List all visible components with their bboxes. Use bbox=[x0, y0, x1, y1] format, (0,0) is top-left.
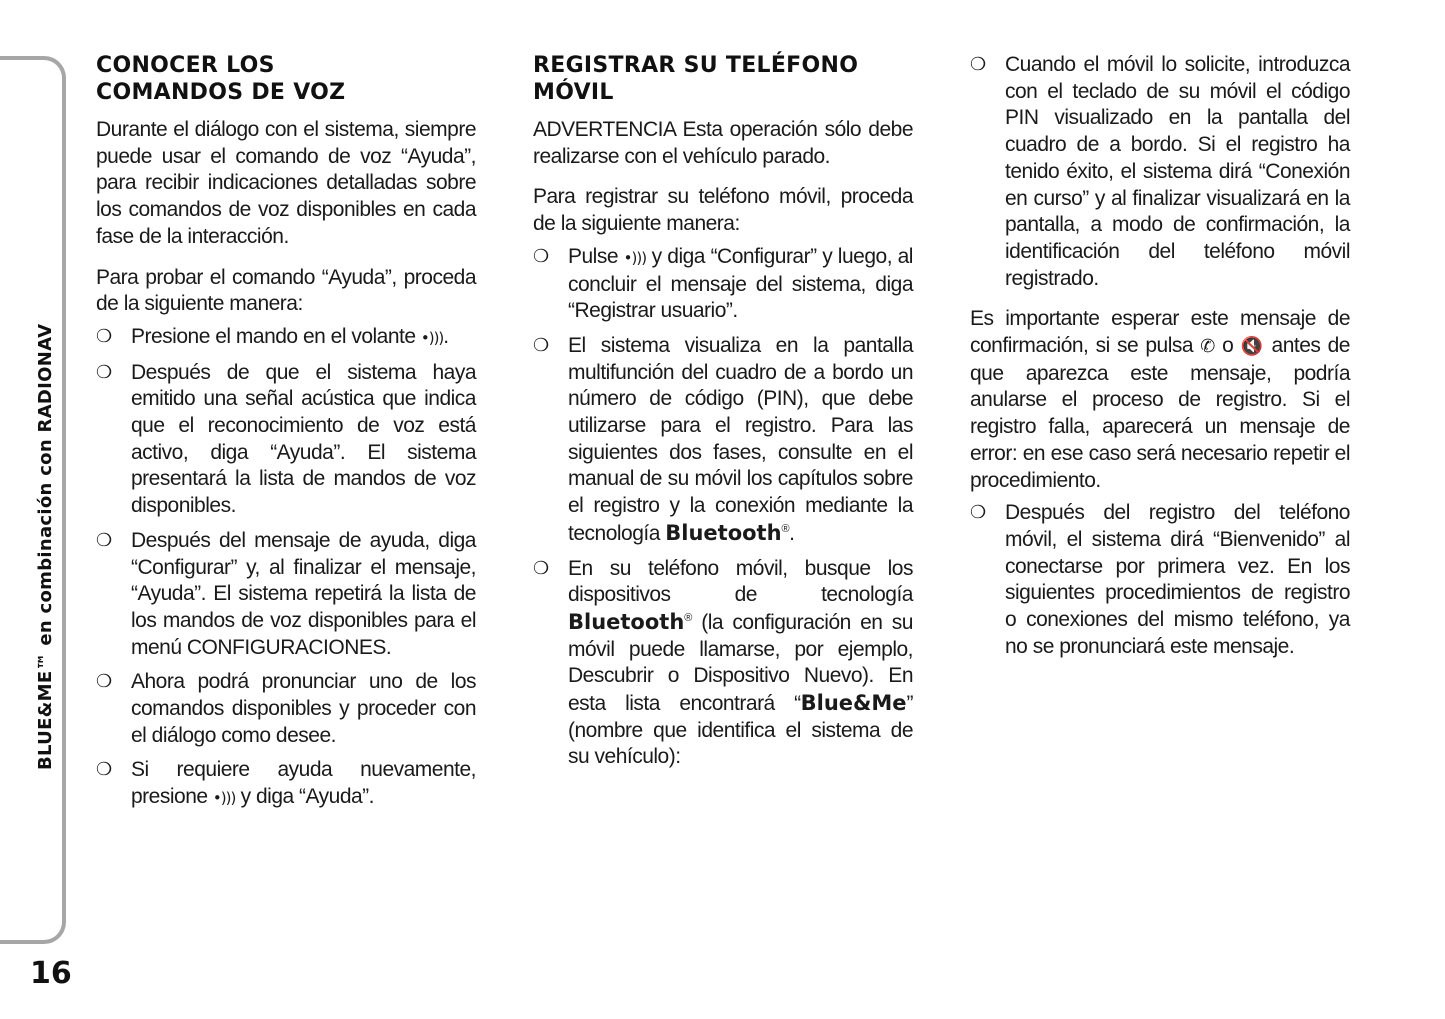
column-voice-commands bbox=[96, 52, 476, 820]
voice-button-icon: •))) bbox=[623, 248, 647, 267]
paragraph-warning: ADVERTENCIA Esta operación sólo debe realizarse con el vehículo parado. bbox=[533, 118, 913, 168]
brand-bluetooth: Bluetooth bbox=[665, 520, 782, 545]
brand-blue-me: Blue&Me bbox=[800, 691, 907, 716]
side-section-title: BLUE&ME™ en combinación con RADIONAV bbox=[35, 323, 56, 770]
list-item: ❍ Si requiere ayuda nuevamente, presione •))) y diga “Ayuda”. bbox=[96, 758, 476, 809]
steps-list bbox=[533, 244, 913, 771]
list-item: ❍ Presione el mando en el volante •))). bbox=[96, 324, 476, 352]
page-frame bbox=[0, 56, 66, 944]
bullet-icon: ❍ bbox=[970, 54, 986, 75]
bullet-icon: ❍ bbox=[533, 245, 549, 267]
steps-list-final bbox=[970, 500, 1350, 660]
bullet-icon: ❍ bbox=[96, 671, 112, 693]
bullet-icon: ❍ bbox=[96, 361, 112, 383]
column-register-continued bbox=[970, 52, 1350, 668]
phone-reject-icon: 🔇 bbox=[1240, 336, 1265, 358]
phone-accept-icon: ✆ bbox=[1200, 336, 1215, 358]
list-item: ❍ Pulse •))) y diga “Configurar” y luego, al concluir el mensaje del sistema, diga “Registrar usuario”. bbox=[533, 244, 913, 323]
steps-list bbox=[96, 324, 476, 812]
registered-mark: ® bbox=[781, 522, 790, 535]
list-item: ❍ Después del mensaje de ayuda, diga “Configurar” y, al finalizar el mensaje, “Ayuda”. El sistema repetirá la lista de los mandos de voz disponibles para el menú CONFIGURACIONES. bbox=[96, 528, 476, 659]
brand-bluetooth: Bluetooth bbox=[568, 609, 685, 634]
voice-button-icon: •))) bbox=[212, 789, 236, 808]
bullet-icon: ❍ bbox=[96, 325, 112, 347]
list-item: ❍ Después de que el sistema haya emitido una señal acústica que indica que el reconocimiento de voz está activo, diga “Ayuda”. El sistema presentará la lista de mandos de voz disponibles. bbox=[96, 360, 476, 518]
bullet-icon: ❍ bbox=[533, 557, 549, 579]
bullet-icon: ❍ bbox=[970, 502, 986, 524]
bullet-icon: ❍ bbox=[533, 334, 549, 356]
paragraph-confirmation: Es importante esperar este mensaje de confirmación, si se pulsa ✆ o 🔇 antes de que aparezca este mensaje, podría anularse el proceso de registro. Si el registro falla, aparecerá un mensaje de error: en ese caso será necesario repetir el procedimiento. bbox=[970, 307, 1350, 492]
registered-mark: ® bbox=[684, 611, 692, 624]
bullet-icon: ❍ bbox=[96, 529, 112, 551]
page-number: 16 bbox=[30, 956, 72, 991]
bullet-icon: ❍ bbox=[96, 759, 112, 781]
steps-list-continued bbox=[970, 52, 1350, 292]
heading-voice-commands: CONOCER LOS COMANDOS DE VOZ bbox=[96, 53, 346, 105]
list-item: ❍ En su teléfono móvil, busque los dispositivos de tecnología Bluetooth® (la configuración en su móvil puede llamarse, por ejemplo, Descubrir o Dispositivo Nuevo). En esta lista encontrará “Blue&Me” (nombre que identifica el sistema de su vehículo): bbox=[533, 556, 913, 769]
column-register-phone bbox=[533, 52, 913, 779]
list-item: ❍ El sistema visualiza en la pantalla multifunción del cuadro de a bordo un número de código (PIN), que debe utilizarse para el registro. Para las siguientes dos fases, consulte en el manual de su móvil los capítulos sobre el registro y la conexión mediante la tecnología Bluetooth®. bbox=[533, 333, 913, 545]
list-item: ❍ Cuando el móvil lo solicite, introduzca con el teclado de su móvil el código PIN visualizado en la pantalla del cuadro de a bordo. Si el registro ha tenido éxito, el sistema dirá “Conexión en curso” y al finalizar visualizará en la pantalla, a modo de confirmación, la identificación del teléfono móvil registrado. bbox=[970, 53, 1350, 290]
paragraph-intro: Durante el diálogo con el sistema, siempre puede usar el comando de voz “Ayuda”, para recibir indicaciones detalladas sobre los comandos de voz disponibles en cada fase de la interacción. bbox=[96, 118, 476, 248]
paragraph-procedure: Para registrar su teléfono móvil, proceda de la siguiente manera: bbox=[533, 185, 913, 236]
voice-button-icon: •))) bbox=[420, 328, 444, 347]
paragraph-procedure: Para probar el comando “Ayuda”, proceda de la siguiente manera: bbox=[96, 265, 476, 316]
heading-register-phone: REGISTRAR SU TELÉFONO MÓVIL bbox=[533, 53, 859, 105]
list-item: ❍ Después del registro del teléfono móvil, el sistema dirá “Bienvenido” al conectarse por primera vez. En los siguientes procedimientos de registro o conexiones del mismo teléfono, ya no se pronunciará este mensaje. bbox=[970, 501, 1350, 658]
list-item: ❍ Ahora podrá pronunciar uno de los comandos disponibles y proceder con el diálogo como desee. bbox=[96, 670, 476, 747]
